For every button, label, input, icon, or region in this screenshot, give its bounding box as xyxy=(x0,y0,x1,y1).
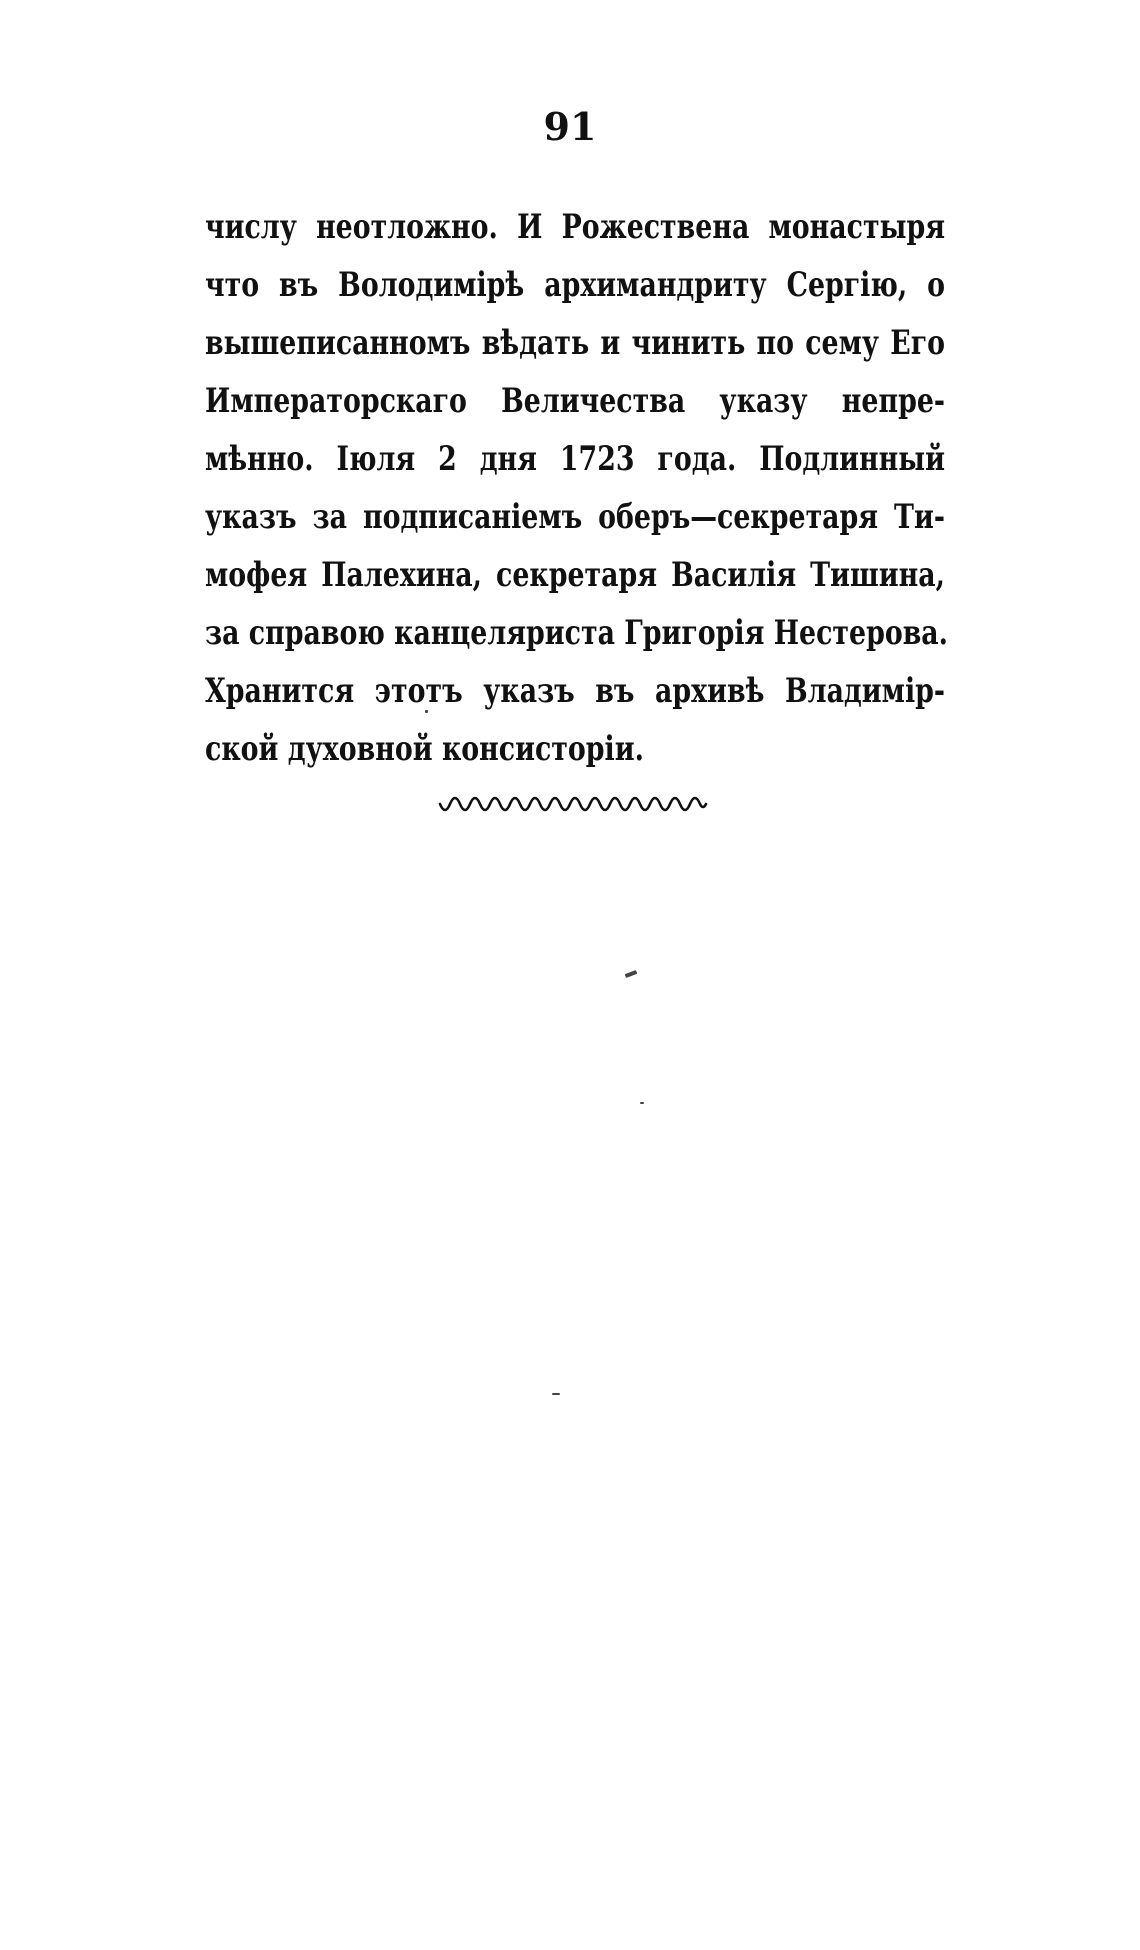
text-line: мофея Палехина, секретаря Василія Тишина, xyxy=(205,555,945,594)
ink-speck xyxy=(625,970,638,978)
ink-speck xyxy=(425,710,428,713)
body-text xyxy=(205,198,949,778)
ink-speck xyxy=(552,1393,560,1395)
wavy-line-ornament-icon xyxy=(438,792,708,822)
text-line: указъ за подписаніемъ оберъ—секретаря Ти- xyxy=(205,497,945,536)
text-line: ской духовной консисторіи. xyxy=(205,729,644,768)
text-line: что въ Володимірѣ архимандриту Сергію, о xyxy=(205,265,945,304)
page-number: 91 xyxy=(543,104,597,149)
ink-speck xyxy=(640,1102,644,1104)
text-line: Хранится этотъ указъ въ архивѣ Владимір- xyxy=(205,671,945,710)
text-line: Императорскаго Величества указу непре- xyxy=(205,381,945,420)
text-line: мѣнно. Іюля 2 дня 1723 года. Подлинный xyxy=(205,439,945,478)
text-line: числу неотложно. И Рожествена монастыря xyxy=(205,207,945,246)
text-line: вышеписанномъ вѣдать и чинить по сему Его xyxy=(205,323,945,362)
text-line: за справою канцеляриста Григорія Нестерова. xyxy=(205,613,949,652)
